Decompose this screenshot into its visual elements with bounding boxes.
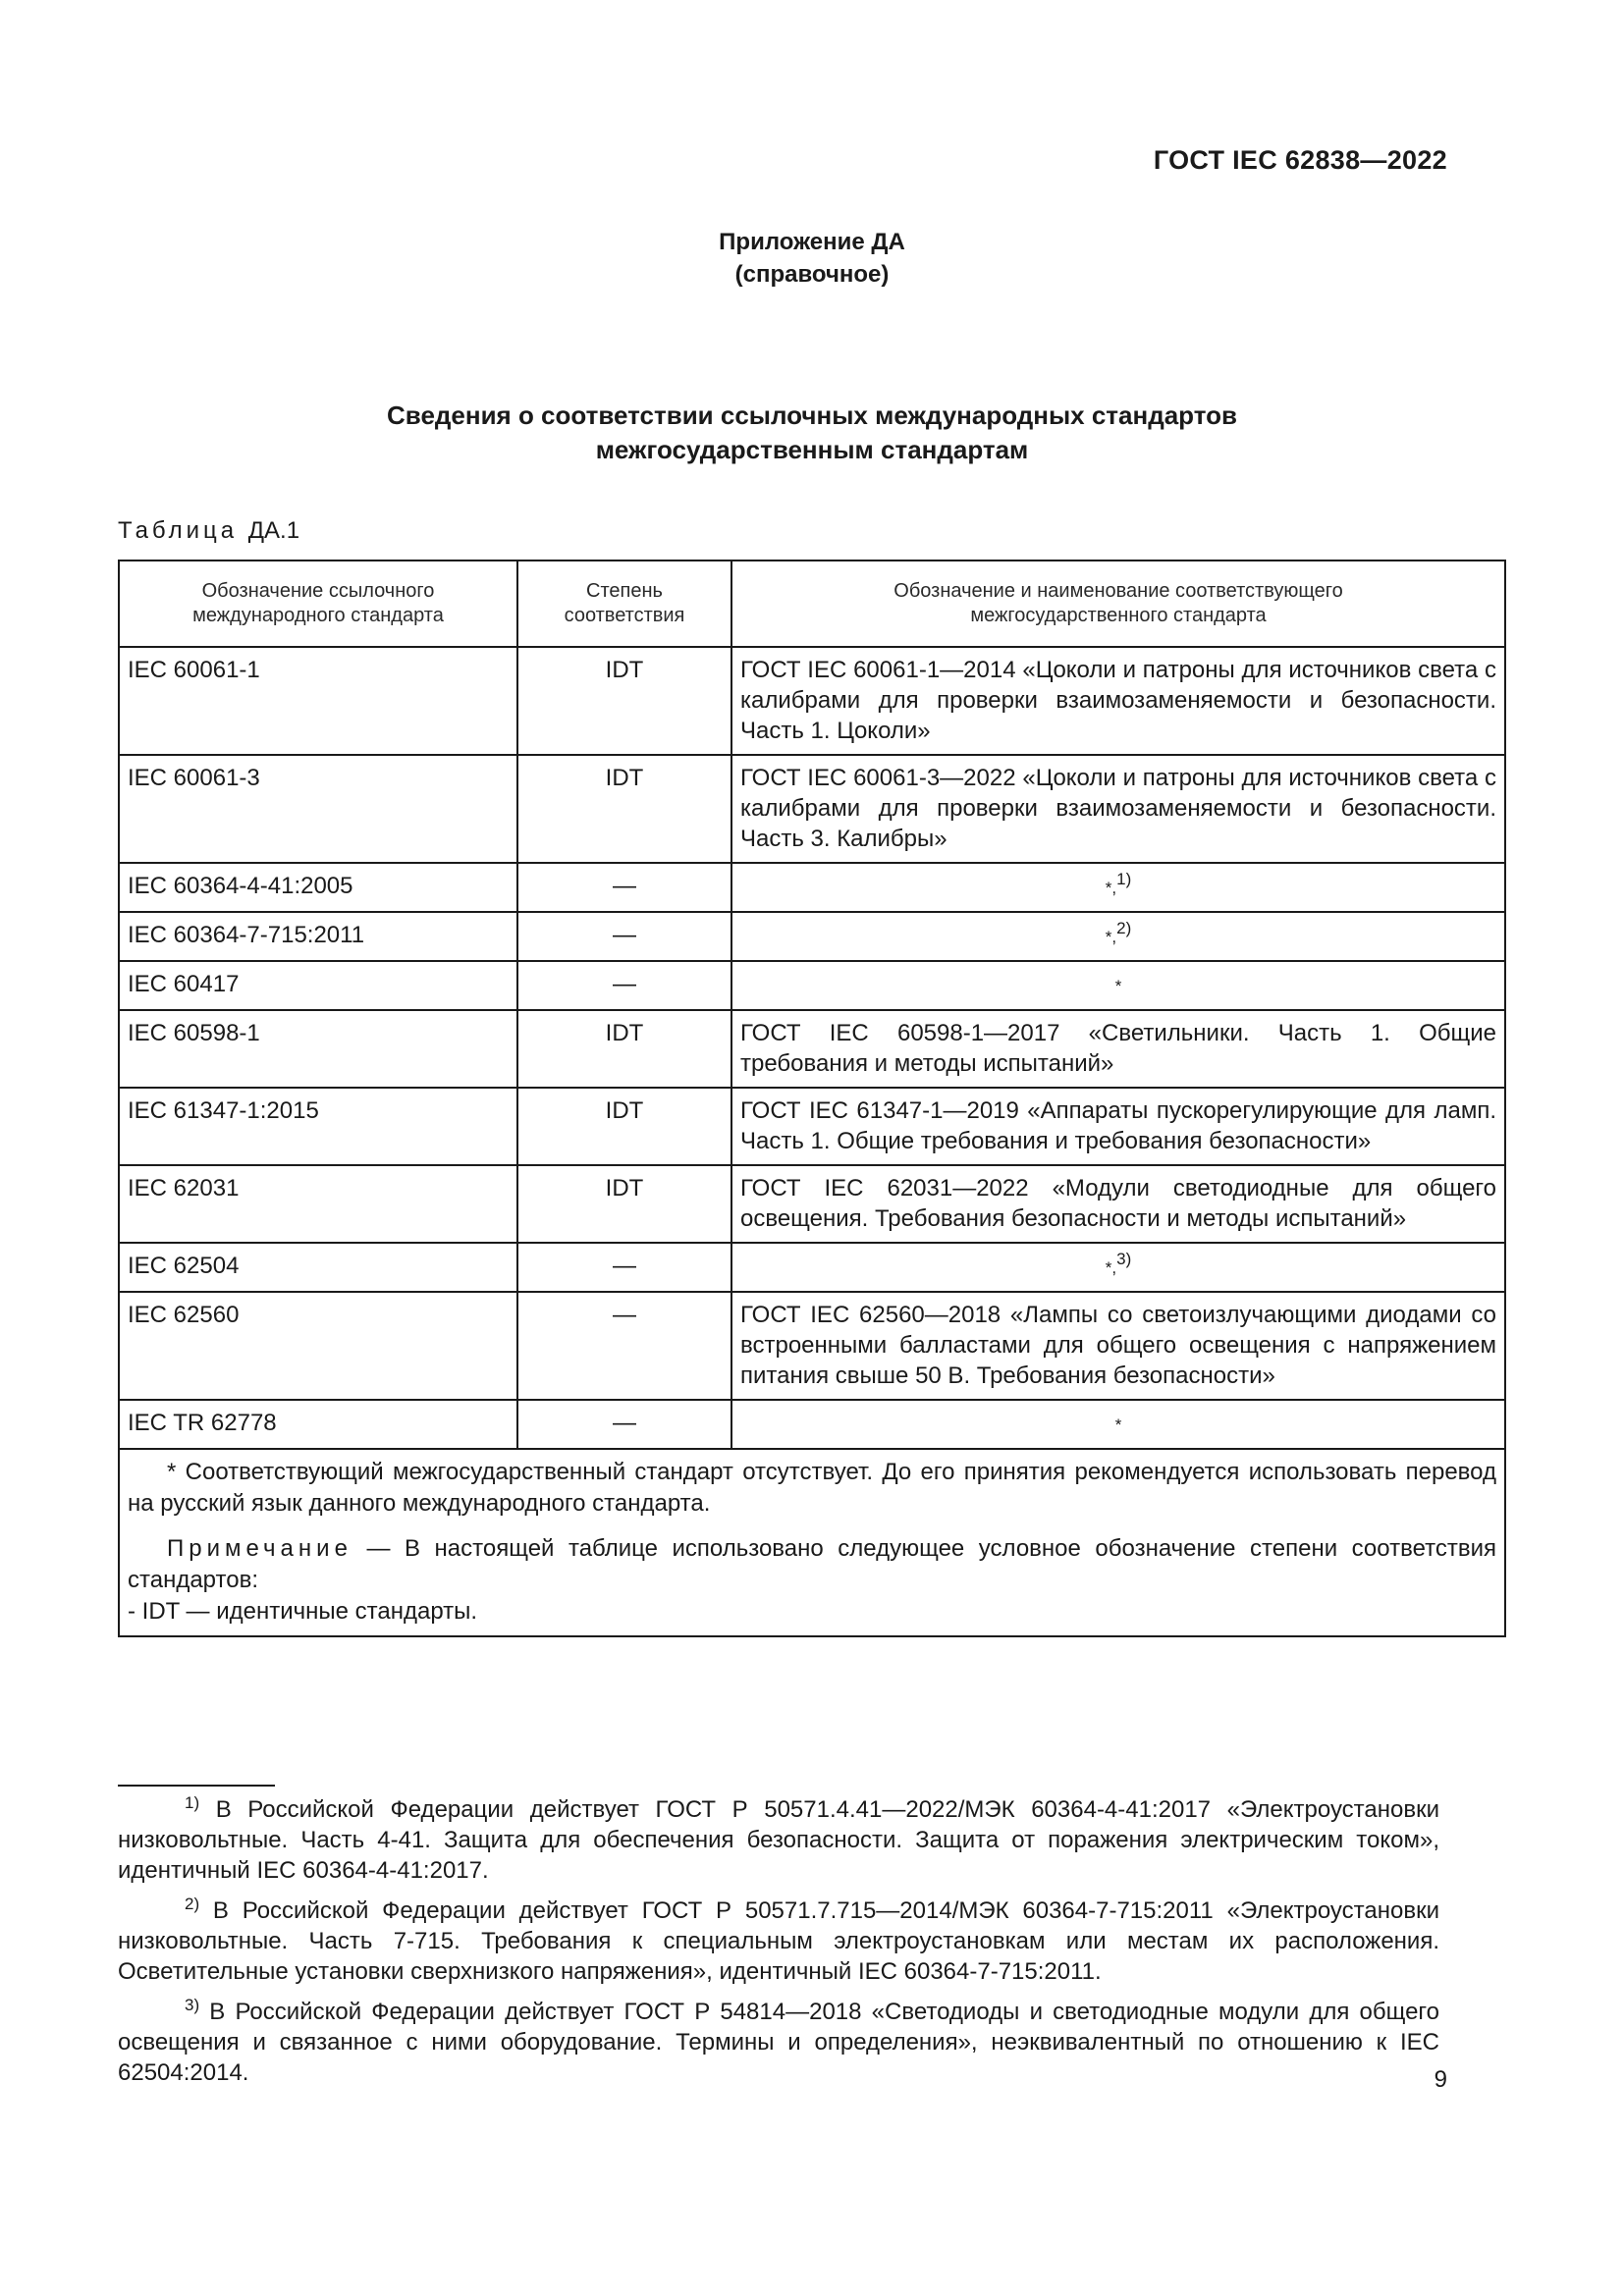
footnote-text: В Российской Федерации действует ГОСТ Р 50571.7.715—2014/МЭК 60364-7-715:2011 «Электроустановки низковольтные. Часть 7-715. Требования к специальным электроустановкам или местам их расположения. Осветительные установки сверхнизкого напряжения», идентичный IEC 60364-7-715:2011. (118, 1897, 1439, 1985)
star-mark: *, (1105, 1258, 1117, 1277)
section-title (0, 399, 1624, 467)
degree-cell: IDT (517, 1088, 731, 1165)
footnote-mark: 1) (185, 1793, 200, 1812)
degree-cell: — (517, 912, 731, 961)
missing-standard-cell (731, 863, 1505, 912)
interstate-standard-cell: ГОСТ IEC 62560—2018 «Лампы со светоизлучающими диодами со встроенными балластами для общего освещения с напряжением питания свыше 50 В. Требования безопасности» (731, 1292, 1505, 1400)
interstate-standard-cell: ГОСТ IEC 60061-1—2014 «Цоколи и патроны для источников света с калибрами для проверки взаимозаменяемости и безопасности. Часть 1. Цоколи» (731, 647, 1505, 755)
table-footer (119, 1449, 1505, 1636)
degree-cell: — (517, 961, 731, 1010)
table-row (119, 1010, 1505, 1088)
table-footer-row (119, 1449, 1505, 1636)
footnote (118, 1794, 1439, 1886)
table-row (119, 1400, 1505, 1449)
section-title-line-2: межгосударственным стандартам (595, 435, 1029, 464)
star-mark: * (1114, 977, 1122, 995)
interstate-standard-cell: ГОСТ IEC 60061-3—2022 «Цоколи и патроны для источников света с калибрами для проверки взаимозаменяемости и безопасности. Часть 3. Калибры» (731, 755, 1505, 863)
missing-standard-cell (731, 912, 1505, 961)
table-row (119, 1292, 1505, 1400)
star-mark: *, (1105, 879, 1117, 897)
document-code: ГОСТ IEC 62838—2022 (1153, 145, 1447, 175)
reference-standard-cell: IEC TR 62778 (119, 1400, 517, 1449)
table-row (119, 863, 1505, 912)
header-degree: Степень соответствия (517, 561, 731, 647)
missing-standard-cell (731, 961, 1505, 1010)
footnote-ref: 2) (1116, 919, 1132, 937)
table-label-word: Таблица (118, 517, 239, 544)
footnote-separator (118, 1785, 275, 1787)
footnote (118, 1896, 1439, 1987)
degree-cell: IDT (517, 1010, 731, 1088)
footnote-text: В Российской Федерации действует ГОСТ Р 50571.4.41—2022/МЭК 60364-4-41:2017 «Электроустановки низковольтные. Часть 4-41. Защита для обеспечения безопасности. Защита от поражения электрическим током», идентичный IEC 60364-4-41:2017. (118, 1796, 1439, 1884)
footnote-mark: 2) (185, 1895, 200, 1913)
section-title-line-1: Сведения о соответствии ссылочных международных стандартов (387, 400, 1237, 430)
reference-standard-cell: IEC 62504 (119, 1243, 517, 1292)
footnote-ref: 1) (1116, 870, 1132, 888)
degree-cell: — (517, 1243, 731, 1292)
footnotes (118, 1794, 1439, 2098)
standards-table (118, 560, 1506, 1637)
reference-standard-cell: IEC 60364-7-715:2011 (119, 912, 517, 961)
header-interstate-standard: Обозначение и наименование соответствующего межгосударственного стандарта (731, 561, 1505, 647)
footnote (118, 1997, 1439, 2088)
degree-cell: IDT (517, 1165, 731, 1243)
table-row (119, 1088, 1505, 1165)
reference-standard-cell: IEC 62560 (119, 1292, 517, 1400)
appendix-heading (0, 226, 1624, 291)
interstate-standard-cell: ГОСТ IEC 62031—2022 «Модули светодиодные для общего освещения. Требования безопасности и методы испытаний» (731, 1165, 1505, 1243)
reference-standard-cell: IEC 60417 (119, 961, 517, 1010)
reference-standard-cell: IEC 60364-4-41:2005 (119, 863, 517, 912)
degree-cell: — (517, 1400, 731, 1449)
table-note (128, 1533, 1496, 1596)
missing-standard-cell (731, 1400, 1505, 1449)
table-row (119, 647, 1505, 755)
appendix-subtitle: (справочное) (734, 261, 890, 288)
note-item: - IDT — идентичные стандарты. (128, 1598, 478, 1625)
footnote-text: В Российской Федерации действует ГОСТ Р 54814—2018 «Светодиоды и светодиодные модули для общего освещения и связанное с ними оборудование. Термины и определения», неэквивалентный по отношению к IEC 62504:2014. (118, 1999, 1439, 2086)
interstate-standard-cell: ГОСТ IEC 60598-1—2017 «Светильники. Часть 1. Общие требования и методы испытаний» (731, 1010, 1505, 1088)
degree-cell: IDT (517, 647, 731, 755)
table-label-number: ДА.1 (247, 517, 300, 544)
reference-standard-cell: IEC 61347-1:2015 (119, 1088, 517, 1165)
note-text: — В настоящей таблице использовано следующее условное обозначение степени соответствия стандартов: (128, 1535, 1496, 1593)
footnote-mark: 3) (185, 1996, 200, 2014)
reference-standard-cell: IEC 60598-1 (119, 1010, 517, 1088)
interstate-standard-cell: ГОСТ IEC 61347-1—2019 «Аппараты пускорегулирующие для ламп. Часть 1. Общие требования и требования безопасности» (731, 1088, 1505, 1165)
appendix-title: Приложение ДА (719, 229, 905, 255)
table-row (119, 1165, 1505, 1243)
note-label: Примечание (167, 1535, 352, 1562)
degree-cell: — (517, 1292, 731, 1400)
reference-standard-cell: IEC 62031 (119, 1165, 517, 1243)
table-row (119, 1243, 1505, 1292)
table-row (119, 961, 1505, 1010)
table-label (118, 517, 299, 545)
table-body (119, 647, 1505, 1449)
table-row (119, 755, 1505, 863)
reference-standard-cell: IEC 60061-3 (119, 755, 517, 863)
reference-standard-cell: IEC 60061-1 (119, 647, 517, 755)
degree-cell: IDT (517, 755, 731, 863)
table-row (119, 912, 1505, 961)
star-explanation: * Соответствующий межгосударственный стандарт отсутствует. До его принятия рекомендуется использовать перевод на русский язык данного международного стандарта. (128, 1459, 1496, 1517)
footnote-ref: 3) (1116, 1250, 1132, 1268)
missing-standard-cell (731, 1243, 1505, 1292)
star-mark: *, (1105, 928, 1117, 946)
page-number: 9 (1434, 2066, 1447, 2093)
table-header-row (119, 561, 1505, 647)
degree-cell: — (517, 863, 731, 912)
star-mark: * (1114, 1415, 1122, 1434)
header-reference-standard: Обозначение ссылочного международного стандарта (119, 561, 517, 647)
